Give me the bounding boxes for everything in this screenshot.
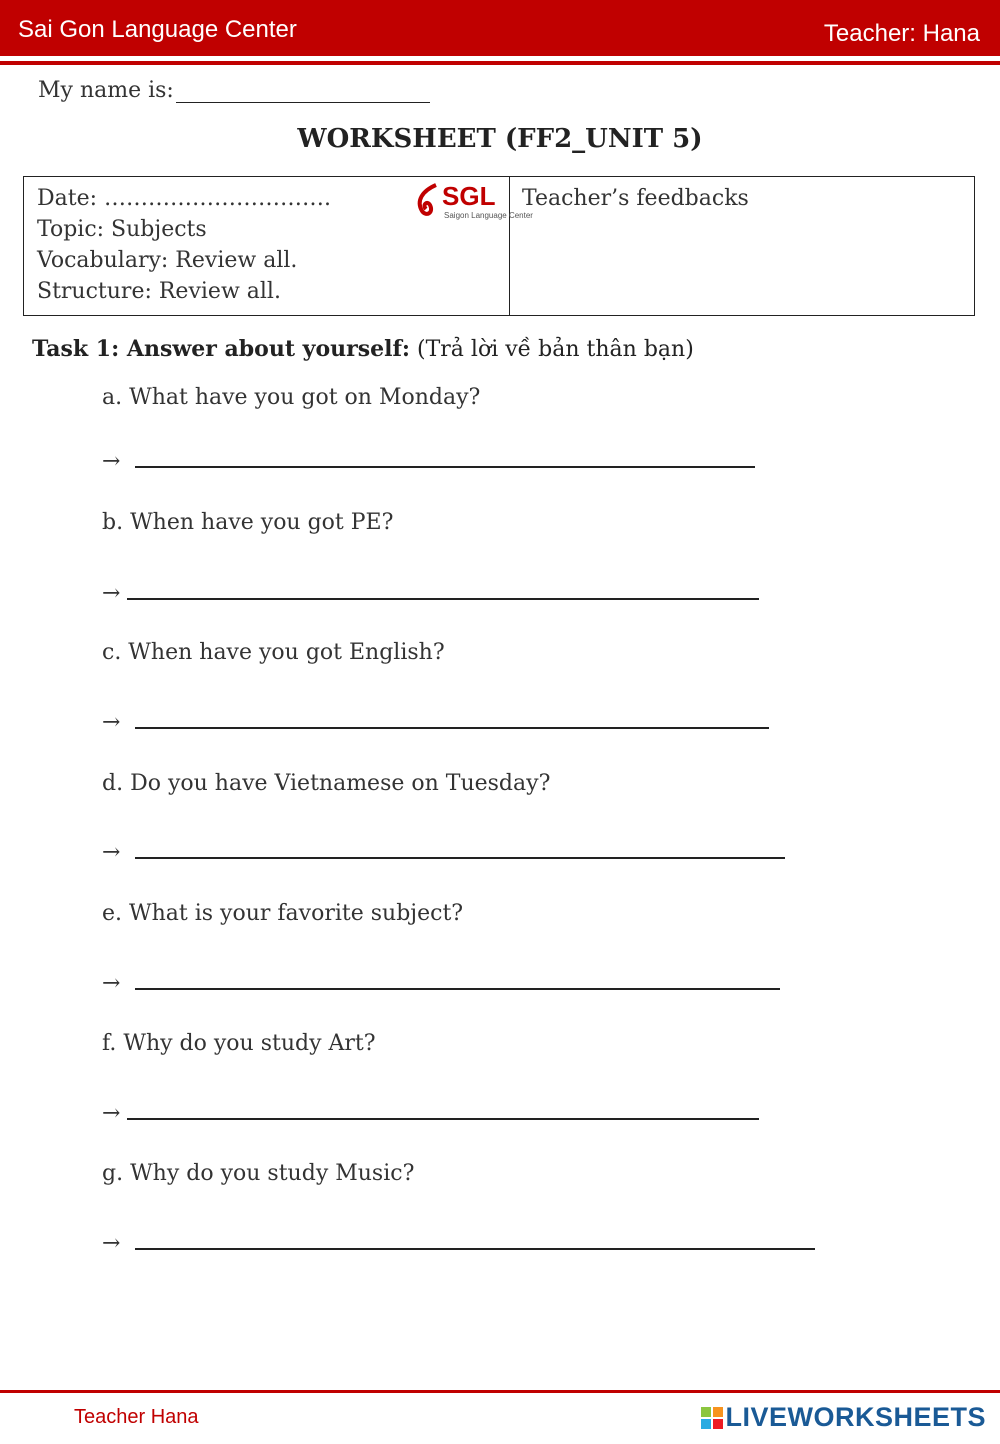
header-bar [0, 0, 1000, 56]
answer-line-b[interactable] [127, 578, 759, 600]
name-label: My name is: [38, 78, 174, 103]
footer-teacher: Teacher Hana [74, 1406, 199, 1428]
arrow-icon: → [102, 840, 121, 865]
task-heading [32, 336, 694, 362]
answer-line-g[interactable] [135, 1228, 815, 1250]
structure-line: Structure: Review all. [37, 279, 281, 304]
answer-line-a[interactable] [135, 446, 755, 468]
arrow-icon: → [102, 1231, 121, 1256]
answer-row-g [102, 1228, 815, 1256]
arrow-icon: → [102, 710, 121, 735]
center-name: Sai Gon Language Center [18, 16, 297, 43]
page-title: WORKSHEET (FF2_UNIT 5) [297, 124, 703, 154]
answer-row-d [102, 837, 785, 865]
answer-line-e[interactable] [135, 968, 780, 990]
question-c: c. When have you got English? [102, 640, 445, 665]
question-g: g. Why do you study Music? [102, 1161, 415, 1186]
arrow-icon: → [102, 1101, 121, 1126]
logo-text: SGL [442, 181, 496, 211]
answer-line-c[interactable] [135, 707, 769, 729]
question-a: a. What have you got on Monday? [102, 385, 481, 410]
info-table [23, 176, 975, 316]
sgl-logo [414, 179, 533, 223]
answer-line-f[interactable] [127, 1098, 759, 1120]
date-line: Date: …………………………. [37, 186, 332, 211]
question-b: b. When have you got PE? [102, 510, 394, 535]
teacher-feedback-label: Teacher’s feedbacks [522, 186, 749, 211]
info-left-cell [24, 177, 533, 315]
name-row [38, 78, 430, 103]
liveworksheets-text: LIVEWORKSHEETS [725, 1402, 986, 1432]
vocabulary-line: Vocabulary: Review all. [37, 248, 298, 273]
question-e: e. What is your favorite subject? [102, 901, 464, 926]
footer-divider [0, 1390, 1000, 1393]
task-subtitle: (Trả lời về bản thân bạn) [417, 337, 694, 362]
topic-line: Topic: Subjects [37, 217, 207, 242]
arrow-icon: → [102, 449, 121, 474]
answer-row-b [102, 578, 759, 606]
logo-subtext: Saigon Language Center [444, 211, 533, 220]
header-divider [0, 61, 1000, 65]
header-teacher: Teacher: Hana [823, 20, 980, 47]
question-d: d. Do you have Vietnamese on Tuesday? [102, 771, 551, 796]
answer-row-a [102, 446, 755, 474]
sgl-swirl-icon [414, 181, 444, 221]
liveworksheets-logo[interactable] [701, 1402, 986, 1433]
answer-row-f [102, 1098, 759, 1126]
liveworksheets-icon [701, 1407, 723, 1429]
name-input-line[interactable] [176, 78, 430, 103]
arrow-icon: → [102, 581, 121, 606]
task-title: Task 1: Answer about yourself: [32, 336, 411, 362]
answer-line-d[interactable] [135, 837, 785, 859]
question-f: f. Why do you study Art? [102, 1031, 376, 1056]
answer-row-e [102, 968, 780, 996]
answer-row-c [102, 707, 769, 735]
arrow-icon: → [102, 971, 121, 996]
